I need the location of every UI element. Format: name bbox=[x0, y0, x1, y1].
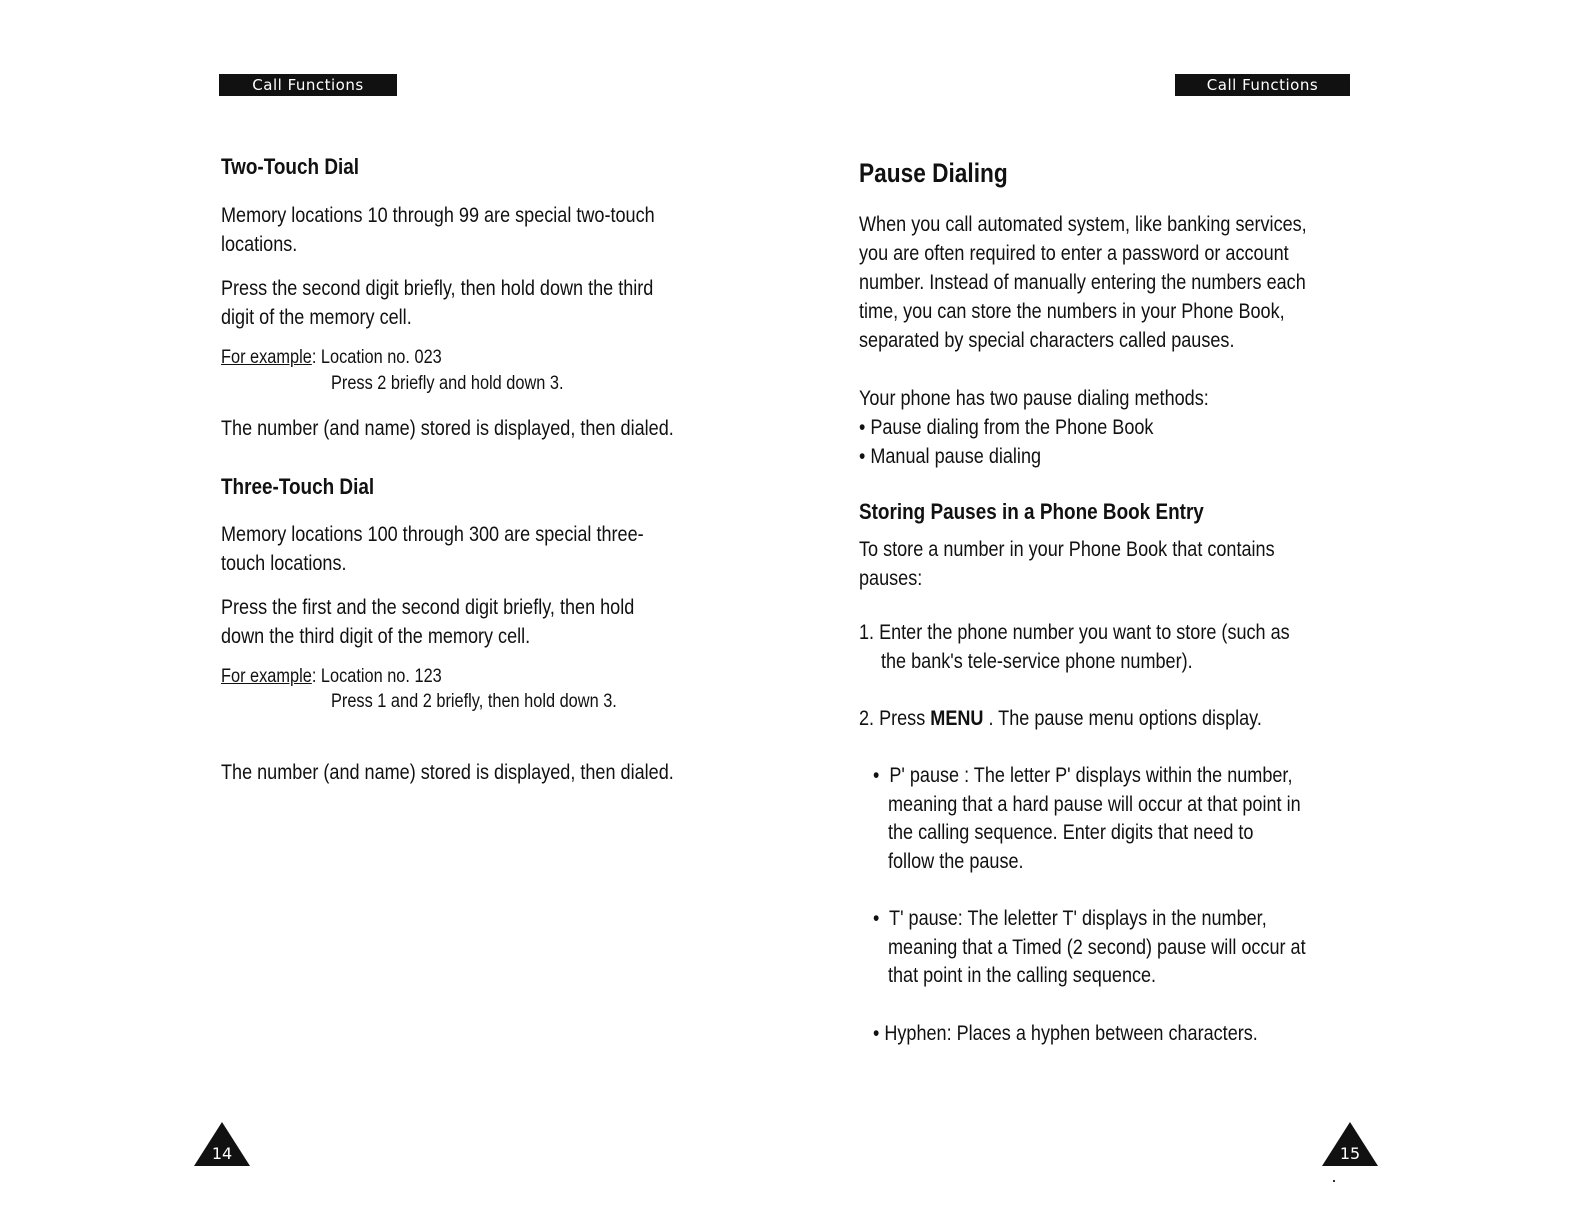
example-line: Press 2 briefly and hold down 3. bbox=[331, 373, 564, 394]
paragraph-line: Memory locations 100 through 300 are special three- bbox=[221, 523, 644, 546]
paragraph-line: Press the second digit briefly, then hold down the third bbox=[221, 277, 654, 300]
paragraph-line: locations. bbox=[221, 233, 298, 256]
page-number-badge bbox=[1320, 1120, 1380, 1176]
paragraph-line: When you call automated system, like banking services, bbox=[859, 213, 1307, 236]
step-line: 2. Press MENU . The pause menu options display. bbox=[859, 707, 1262, 730]
page-number: 15 bbox=[1339, 1144, 1361, 1163]
paragraph-line: pauses: bbox=[859, 567, 923, 590]
scan-speck bbox=[1333, 1180, 1335, 1182]
paragraph-line: The number (and name) stored is displayed, then dialed. bbox=[221, 761, 674, 784]
paragraph-line: down the third digit of the memory cell. bbox=[221, 625, 531, 648]
bullet-line: • P' pause : The letter P' displays within the number, bbox=[873, 764, 1293, 787]
paragraph-line: The number (and name) stored is displayed, then dialed. bbox=[221, 417, 674, 440]
example-label: For example bbox=[221, 347, 312, 368]
paragraph-line: separated by special characters called pauses. bbox=[859, 329, 1235, 352]
step-line: the bank's tele-service phone number). bbox=[881, 650, 1193, 673]
bullet-line: • Hyphen: Places a hyphen between characters. bbox=[873, 1022, 1258, 1045]
page-title: Pause Dialing bbox=[859, 158, 1008, 188]
example-text: : Location no. 123 bbox=[311, 666, 442, 687]
paragraph-line: Your phone has two pause dialing methods: bbox=[859, 387, 1209, 410]
bullet-line: meaning that a hard pause will occur at that point in bbox=[888, 793, 1301, 816]
header-tab: Call Functions bbox=[1175, 74, 1350, 96]
menu-key: MENU bbox=[930, 707, 984, 730]
section-title-three-touch: Three-Touch Dial bbox=[221, 474, 375, 499]
example-label: For example bbox=[221, 666, 312, 687]
bullet-line: that point in the calling sequence. bbox=[888, 964, 1157, 987]
page-number: 14 bbox=[211, 1144, 233, 1163]
paragraph-line: digit of the memory cell. bbox=[221, 306, 412, 329]
step-line: 1. Enter the phone number you want to store (such as bbox=[859, 621, 1290, 644]
example-line bbox=[221, 345, 442, 371]
paragraph-line: number. Instead of manually entering the numbers each bbox=[859, 271, 1306, 294]
page-number-badge bbox=[192, 1120, 252, 1176]
list-item: • Pause dialing from the Phone Book bbox=[859, 416, 1154, 439]
paragraph-line: Memory locations 10 through 99 are special two-touch bbox=[221, 204, 655, 227]
paragraph-line: time, you can store the numbers in your Phone Book, bbox=[859, 300, 1285, 323]
paragraph-line: Press the first and the second digit briefly, then hold bbox=[221, 596, 635, 619]
example-line: Press 1 and 2 briefly, then hold down 3. bbox=[331, 691, 617, 712]
paragraph-line: you are often required to enter a password or account bbox=[859, 242, 1289, 265]
section-title-two-touch: Two-Touch Dial bbox=[221, 154, 360, 179]
subsection-title: Storing Pauses in a Phone Book Entry bbox=[859, 499, 1204, 524]
list-item: • Manual pause dialing bbox=[859, 445, 1042, 468]
right-page bbox=[789, 0, 1578, 1221]
bullet-line: meaning that a Timed (2 second) pause will occur at bbox=[888, 936, 1306, 959]
bullet-line: follow the pause. bbox=[888, 850, 1024, 873]
bullet-line: • T' pause: The leletter T' displays in the number, bbox=[873, 907, 1267, 930]
header-tab: Call Functions bbox=[219, 74, 397, 96]
paragraph-line: touch locations. bbox=[221, 552, 347, 575]
example-text: : Location no. 023 bbox=[311, 347, 442, 368]
paragraph-line: To store a number in your Phone Book that contains bbox=[859, 538, 1275, 561]
example-line bbox=[221, 664, 442, 690]
bullet-line: the calling sequence. Enter digits that need to bbox=[888, 821, 1254, 844]
